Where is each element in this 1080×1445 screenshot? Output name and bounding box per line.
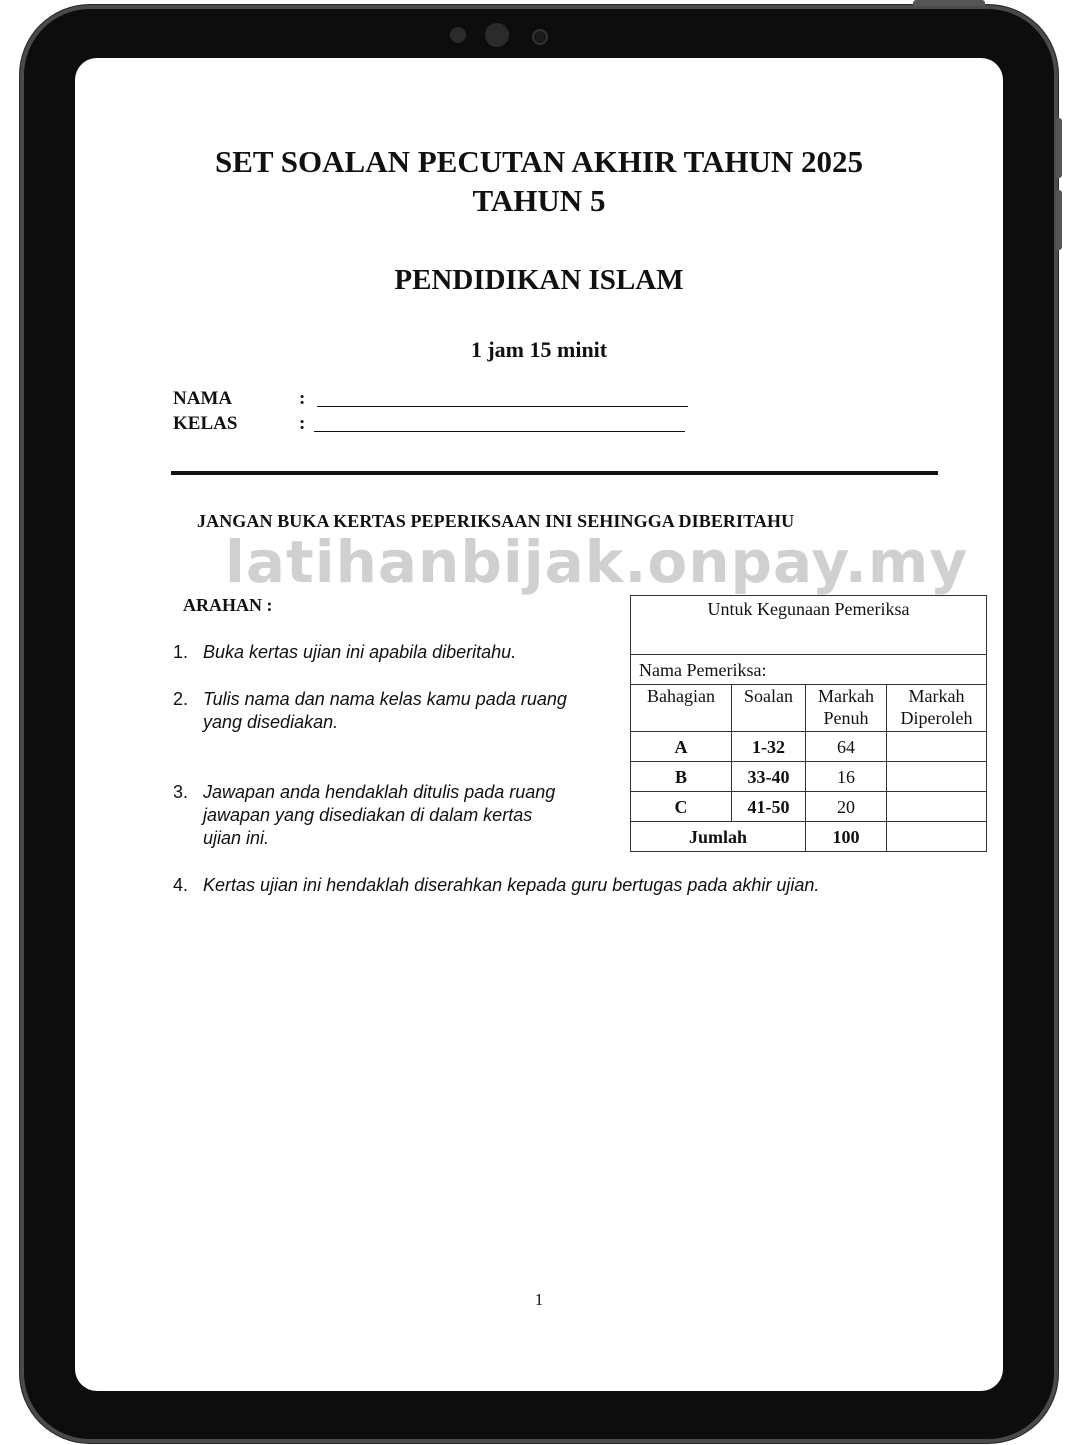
exam-duration: 1 jam 15 minit: [470, 337, 608, 362]
instruction-text: Buka kertas ujian ini apabila diberitahu.: [203, 642, 517, 662]
question-range-cell: 33-40: [732, 762, 806, 792]
instruction-text: ujian ini.: [203, 828, 270, 848]
instruction-text: yang disediakan.: [203, 712, 339, 732]
examiner-name-cell[interactable]: Nama Pemeriksa:: [631, 655, 987, 685]
instruction-text: Jawapan anda hendaklah ditulis pada ruang: [203, 782, 556, 802]
instruction-number: 3.: [173, 782, 189, 802]
camera-lens: [485, 23, 509, 47]
table-row: [631, 732, 987, 762]
column-header: Markah Penuh: [806, 685, 887, 732]
examiner-table-heading: Untuk Kegunaan Pemeriksa: [631, 596, 987, 655]
section-cell: A: [631, 732, 732, 762]
camera-dot-left: [450, 27, 466, 43]
instruction-number: 1.: [173, 642, 189, 662]
question-range-cell: 1-32: [732, 732, 806, 762]
class-label: KELAS: [173, 413, 238, 434]
column-header: Bahagian: [631, 685, 732, 732]
exam-title-line2: TAHUN 5: [472, 183, 606, 218]
obtained-marks-cell[interactable]: [887, 762, 987, 792]
instruction-text: Tulis nama dan nama kelas kamu pada ruang: [203, 689, 567, 709]
instruction-item: [173, 688, 633, 738]
instructions-heading: ARAHAN :: [183, 595, 273, 615]
table-total-row: [631, 822, 987, 852]
column-header: Soalan: [732, 685, 806, 732]
instruction-text: jawapan yang disediakan di dalam kertas: [203, 805, 533, 825]
class-field-line[interactable]: [314, 431, 685, 432]
instruction-number: 4.: [173, 875, 189, 895]
column-header: Markah Diperoleh: [887, 685, 987, 732]
obtained-marks-cell[interactable]: [887, 732, 987, 762]
obtained-marks-cell[interactable]: [887, 792, 987, 822]
camera-sensor: [532, 29, 548, 45]
section-cell: C: [631, 792, 732, 822]
exam-title-line1: SET SOALAN PECUTAN AKHIR TAHUN 2025: [215, 144, 863, 179]
name-colon: :: [299, 388, 306, 409]
full-marks-cell: 16: [806, 762, 887, 792]
page-number: 1: [534, 1290, 544, 1309]
subject-title: PENDIDIKAN ISLAM: [394, 264, 684, 296]
power-button: [913, 0, 985, 6]
volume-down-button: [1056, 190, 1062, 250]
question-range-cell: 41-50: [732, 792, 806, 822]
section-divider: [171, 471, 938, 475]
section-cell: B: [631, 762, 732, 792]
watermark: latihanbijak.onpay.my: [225, 528, 969, 596]
instruction-item: [173, 641, 633, 671]
full-marks-cell: 20: [806, 792, 887, 822]
examiner-table: [630, 595, 987, 852]
class-colon: :: [299, 413, 306, 434]
instruction-number: 2.: [173, 689, 189, 709]
total-label: Jumlah: [631, 822, 806, 852]
table-row: [631, 762, 987, 792]
instruction-item: [173, 781, 633, 853]
table-row: [631, 792, 987, 822]
name-field-line[interactable]: [317, 406, 688, 407]
instruction-text: Kertas ujian ini hendaklah diserahkan kepada guru bertugas pada akhir ujian.: [203, 875, 820, 895]
name-label: NAMA: [173, 388, 233, 409]
total-obtained-cell[interactable]: [887, 822, 987, 852]
total-value: 100: [806, 822, 887, 852]
instruction-item: [173, 874, 953, 904]
tablet-screen: [75, 58, 1003, 1391]
full-marks-cell: 64: [806, 732, 887, 762]
do-not-open-warning: JANGAN BUKA KERTAS PEPERIKSAAN INI SEHINGGA DIBERITAHU: [197, 511, 795, 531]
volume-up-button: [1056, 118, 1062, 178]
